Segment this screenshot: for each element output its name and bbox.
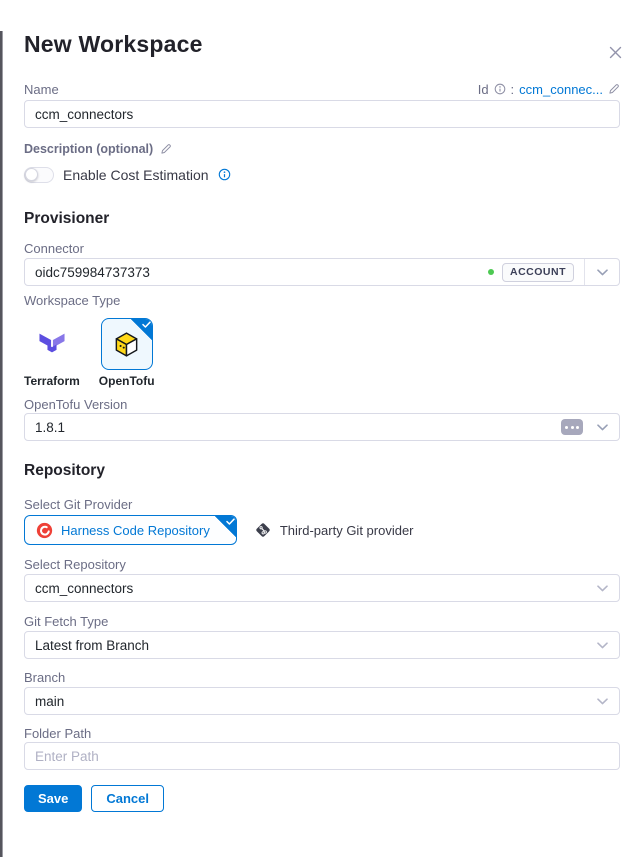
branch-select[interactable]: [24, 687, 620, 715]
workspace-type-opentofu[interactable]: [99, 318, 155, 388]
opentofu-label: OpenTofu: [98, 374, 155, 388]
git-provider-options: [24, 515, 620, 545]
save-button[interactable]: Save: [24, 785, 82, 812]
select-repository-label: Select Repository: [24, 557, 126, 572]
chevron-down-icon[interactable]: [585, 688, 619, 714]
id-separator: :: [510, 81, 515, 97]
id-info-icon[interactable]: [494, 83, 506, 95]
repository-heading: Repository: [24, 462, 105, 479]
connector-scope-badge: ACCOUNT: [502, 263, 574, 282]
connector-status-dot: [488, 269, 494, 275]
chevron-down-icon[interactable]: [585, 259, 619, 285]
id-label: Id: [477, 81, 489, 97]
harness-icon: [36, 522, 53, 539]
page-title: New Workspace: [24, 31, 203, 57]
selected-check-icon: [215, 516, 236, 537]
workspace-id-value[interactable]: ccm_connec...: [519, 81, 603, 97]
name-input[interactable]: [24, 100, 620, 128]
name-label: Name: [24, 81, 59, 97]
git-provider-label: Select Git Provider: [24, 497, 133, 512]
chevron-down-icon[interactable]: [585, 414, 619, 440]
cancel-button[interactable]: Cancel: [91, 785, 164, 812]
opentofu-version-label: OpenTofu Version: [24, 397, 128, 412]
modal-actions: [24, 785, 620, 812]
terraform-label: Terraform: [24, 374, 80, 388]
opentofu-version-select[interactable]: [24, 413, 620, 441]
workspace-type-label: Workspace Type: [24, 293, 121, 308]
git-fetch-type-select[interactable]: [24, 631, 620, 659]
thirdparty-git-provider-label: Third-party Git provider: [279, 522, 414, 538]
name-label-row: [24, 81, 620, 97]
opentofu-tile[interactable]: [101, 318, 153, 370]
selected-check-icon: [131, 319, 152, 340]
git-fetch-type-label: Git Fetch Type: [24, 614, 109, 629]
toggle-knob: [25, 168, 38, 181]
new-workspace-modal: [0, 31, 640, 857]
provisioner-heading: Provisioner: [24, 210, 110, 227]
branch-label: Branch: [24, 670, 66, 685]
close-button[interactable]: [604, 41, 626, 63]
edit-id-icon[interactable]: [608, 83, 620, 95]
workspace-id-group: [478, 82, 620, 97]
opentofu-version-value: 1.8.1: [35, 419, 66, 435]
workspace-type-terraform[interactable]: [24, 318, 80, 388]
connector-select[interactable]: [24, 258, 620, 286]
connector-label: Connector: [24, 241, 84, 256]
description-row: [24, 141, 620, 156]
folder-path-input[interactable]: [24, 742, 620, 770]
chevron-down-icon[interactable]: [585, 632, 619, 658]
repository-select[interactable]: [24, 574, 620, 602]
edit-description-icon[interactable]: [160, 143, 172, 155]
description-label: Description (optional): [24, 141, 154, 156]
close-icon: [608, 45, 623, 60]
connector-value: oidc759984737373: [35, 264, 150, 280]
branch-value: main: [35, 693, 65, 709]
repository-value: ccm_connectors: [35, 580, 134, 596]
cost-estimation-info-icon[interactable]: [218, 168, 231, 181]
folder-path-label: Folder Path: [24, 726, 92, 741]
harness-code-repository-option[interactable]: [24, 515, 237, 545]
terraform-icon: [36, 328, 68, 360]
harness-code-repository-label: Harness Code Repository: [61, 522, 210, 538]
workspace-type-options: [24, 318, 620, 388]
cost-estimation-toggle[interactable]: [24, 167, 54, 183]
terraform-tile[interactable]: [26, 318, 78, 370]
runtime-input-menu-icon[interactable]: [561, 419, 583, 435]
chevron-down-icon[interactable]: [585, 575, 619, 601]
thirdparty-git-provider-option[interactable]: [254, 521, 414, 539]
cost-estimation-label: Enable Cost Estimation: [63, 166, 209, 183]
cost-estimation-row: [24, 166, 620, 183]
git-icon: [254, 521, 272, 539]
git-fetch-type-value: Latest from Branch: [35, 637, 150, 653]
